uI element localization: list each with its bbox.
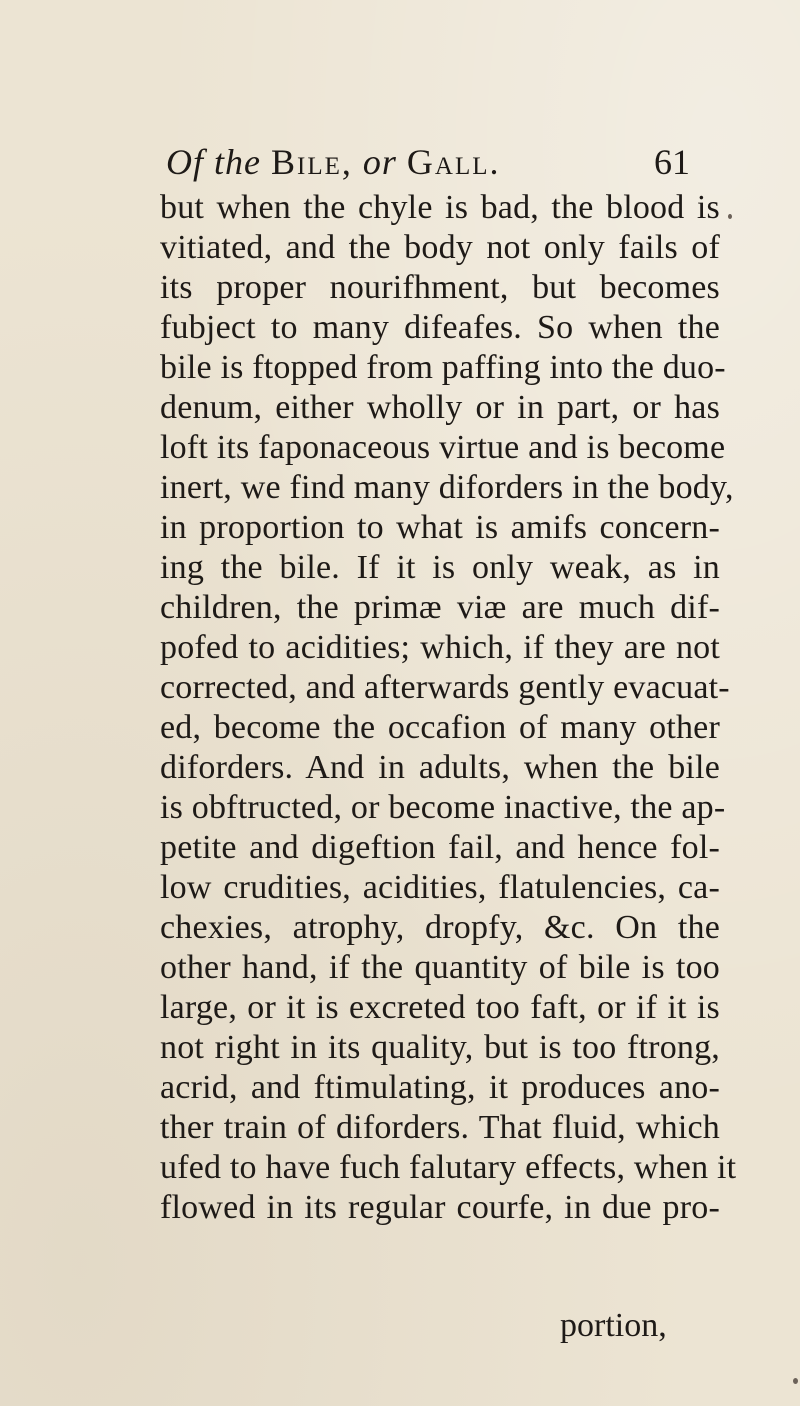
text-line: vitiated, and the body not only fails of	[160, 229, 720, 266]
text-line: petite and digeftion fail, and hence fol-	[160, 829, 720, 866]
header-gall: Gall.	[406, 142, 501, 182]
body-text	[160, 188, 737, 1228]
text-line: other hand, if the quantity of bile is too	[160, 949, 720, 986]
text-line: not right in its quality, but is too ftrong,	[160, 1029, 720, 1066]
running-header	[166, 137, 706, 187]
text-line: corrected, and afterwards gently evacuat-	[160, 669, 730, 706]
text-line: children, the primæ viæ are much dif-	[160, 589, 720, 626]
text-line: is obftructed, or become inactive, the ap-	[160, 789, 726, 826]
text-line: in proportion to what is amifs concern-	[160, 509, 720, 546]
text-line: acrid, and ftimulating, it produces ano-	[160, 1069, 720, 1106]
text-line: low crudities, acidities, flatulencies, ca-	[160, 869, 720, 906]
header-bile: Bile,	[270, 142, 353, 182]
page-number: 61	[654, 142, 690, 182]
header-of: Of	[166, 142, 204, 182]
text-line: denum, either wholly or in part, or has	[160, 389, 720, 426]
text-line: chexies, atrophy, dropfy, &c. On the	[160, 909, 720, 946]
text-line: ed, become the occafion of many other	[160, 709, 720, 746]
text-line: diforders. And in adults, when the bile	[160, 749, 720, 786]
text-line: fubject to many difeafes. So when the	[160, 309, 720, 346]
text-line: ing the bile. If it is only weak, as in	[160, 549, 720, 586]
header-the: the	[214, 142, 261, 182]
text-line: but when the chyle is bad, the blood is	[160, 189, 720, 226]
paper-speck	[793, 1378, 798, 1384]
header-or: or	[362, 142, 397, 182]
paper-speck	[728, 214, 732, 219]
text-line: pofed to acidities; which, if they are not	[160, 629, 720, 666]
text-line: ther train of diforders. That fluid, which	[160, 1109, 720, 1146]
text-line: inert, we find many diforders in the body,	[160, 469, 734, 506]
text-line: bile is ftopped from paffing into the duo-	[160, 349, 726, 386]
text-line: ufed to have fuch falutary effects, when it	[160, 1149, 737, 1186]
text-line: loft its faponaceous virtue and is become	[160, 429, 726, 466]
text-line: its proper nourifhment, but becomes	[160, 269, 720, 306]
text-line: large, or it is excreted too faft, or if it is	[160, 989, 720, 1026]
catchword: portion,	[560, 1307, 667, 1344]
text-line: flowed in its regular courfe, in due pro-	[160, 1189, 720, 1226]
